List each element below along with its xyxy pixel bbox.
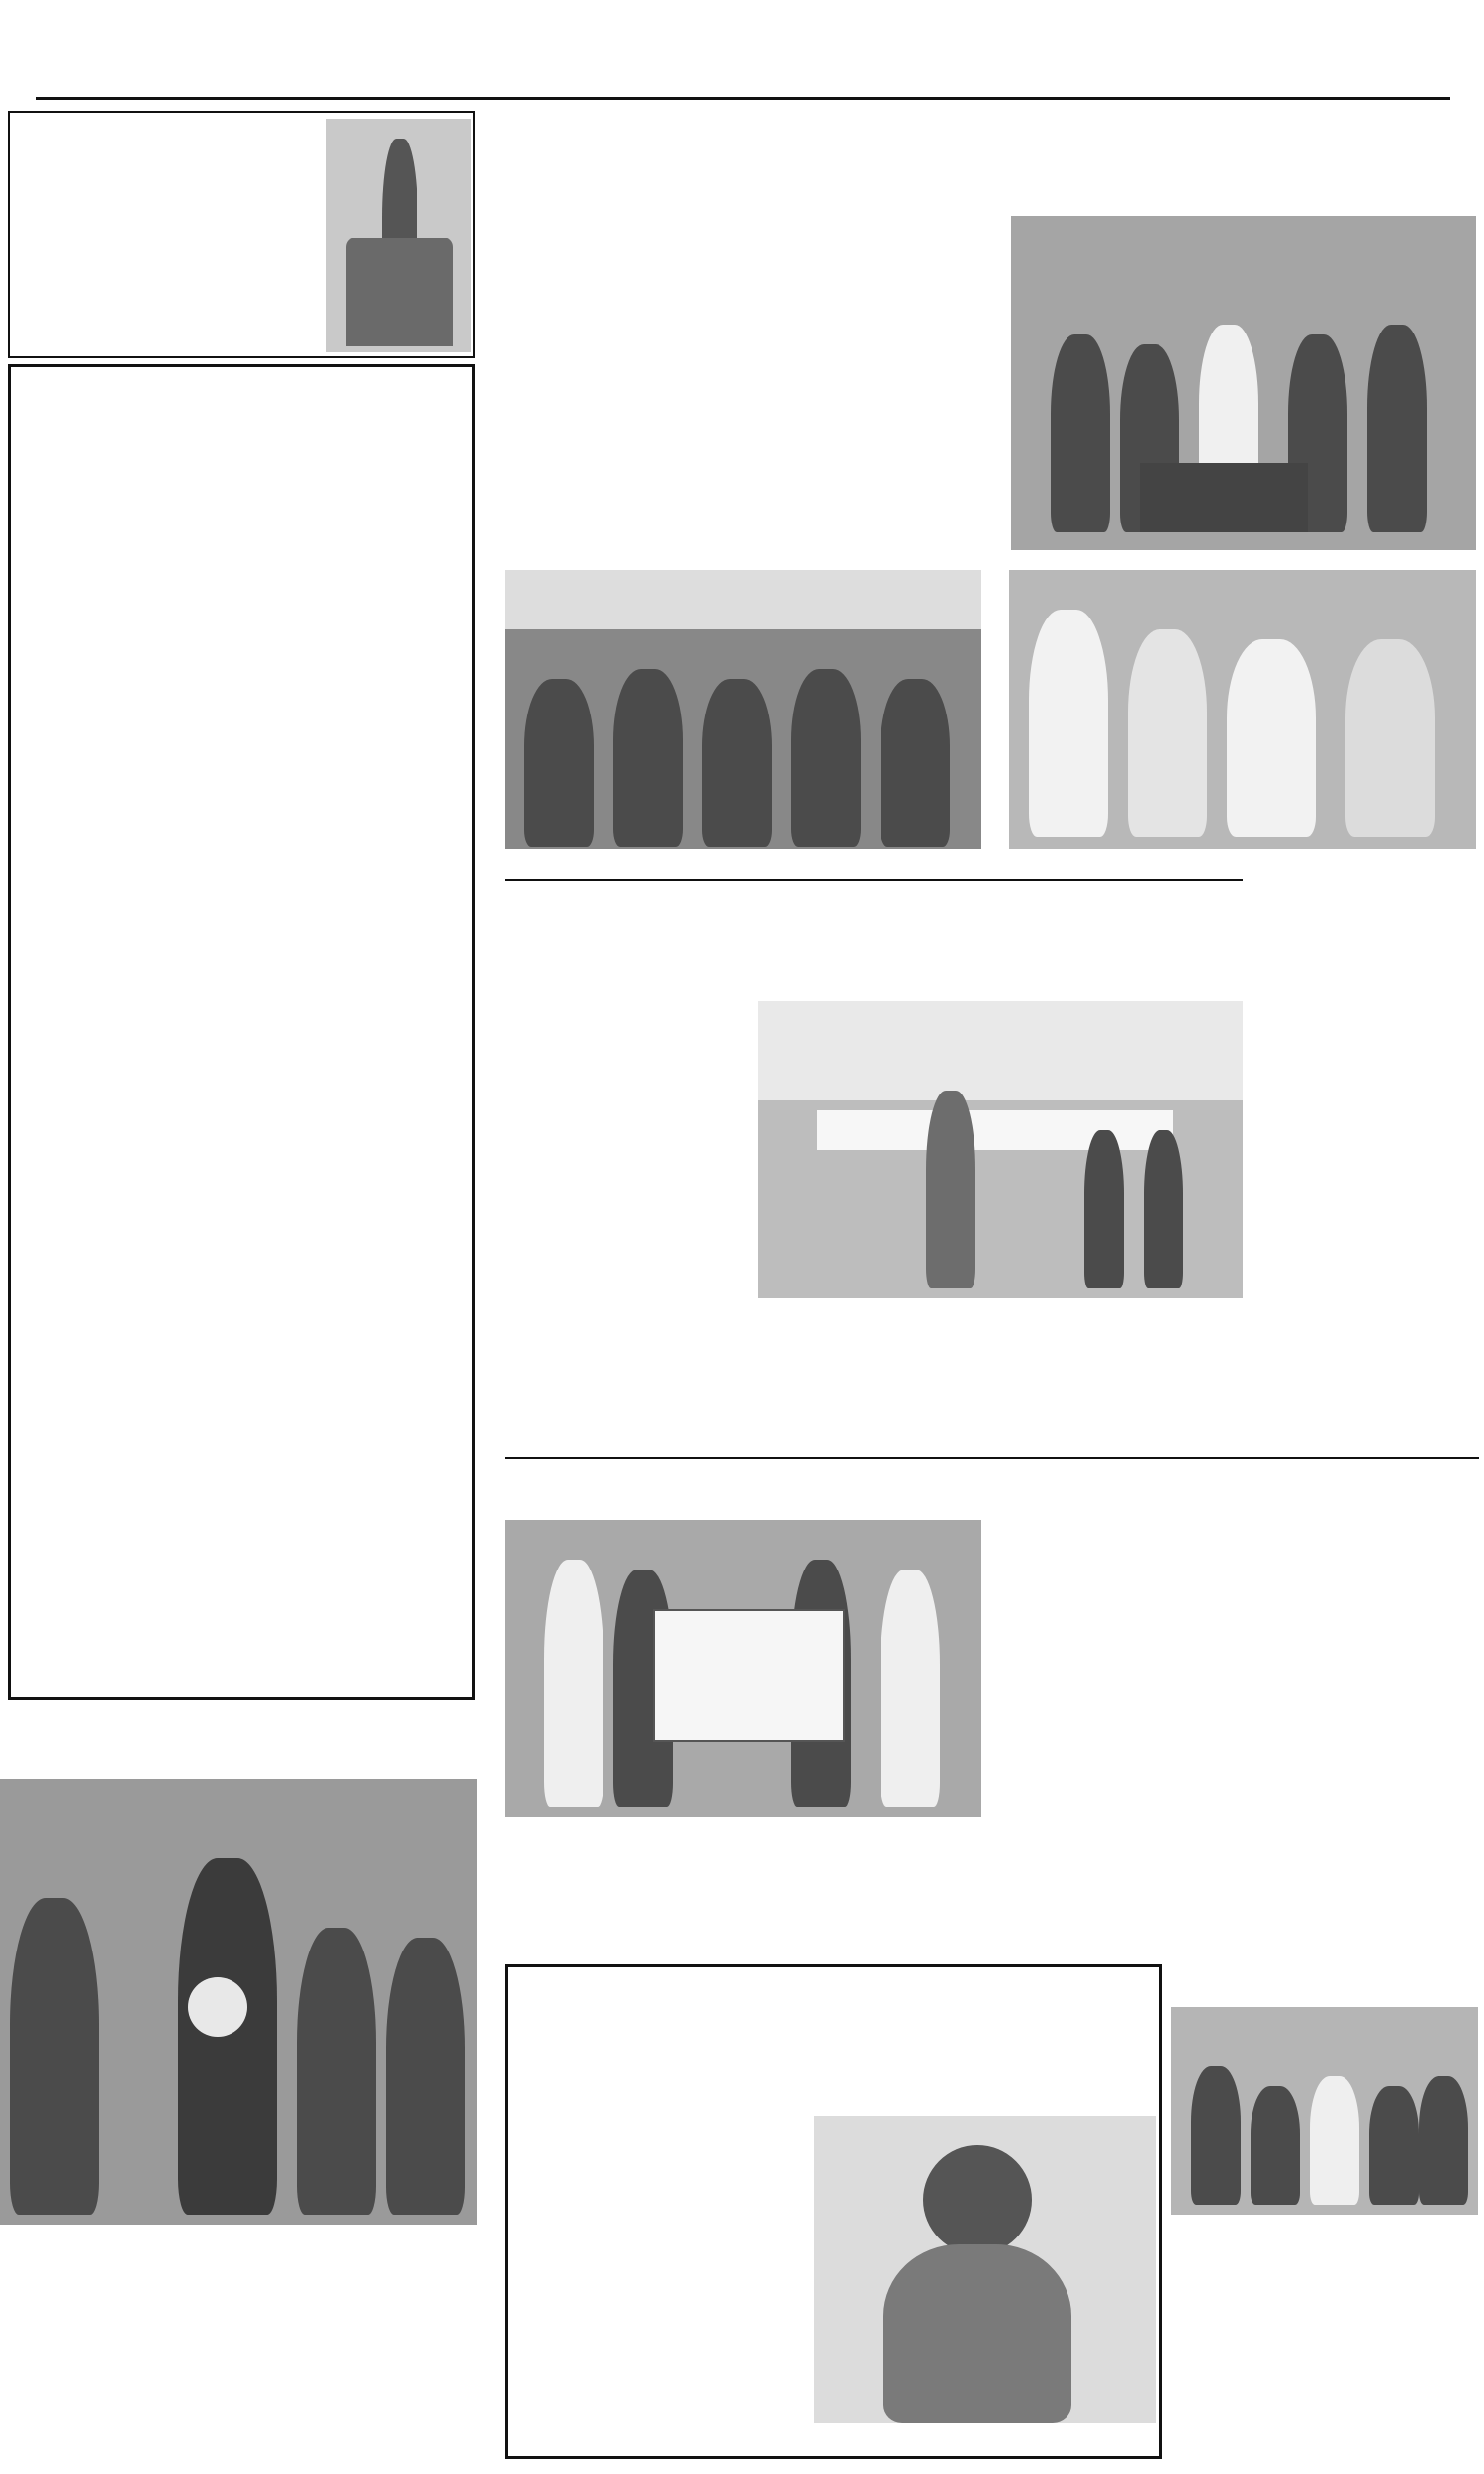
fax-photo [505, 1520, 981, 1817]
siddipet-district-body [505, 1827, 981, 1955]
yuvati-body-b [758, 1308, 1243, 1447]
story-5-body [17, 1125, 466, 1234]
story-6 [17, 1292, 466, 1447]
story-2 [17, 615, 466, 719]
story-5 [17, 1119, 466, 1234]
guruswami-body-a [4, 2261, 232, 2459]
gathering-photo [505, 570, 981, 849]
yuvati-rule [505, 879, 1243, 881]
prayer-photo [1171, 2007, 1478, 2215]
main-photo-church [1011, 216, 1476, 550]
story-3-body [17, 774, 466, 903]
voters-body [1258, 1001, 1476, 1447]
left-news-box [8, 364, 475, 1700]
rally-photo [758, 1001, 1243, 1298]
story-3 [17, 768, 466, 903]
farmers-body-a [513, 2066, 810, 2452]
main-body-a [505, 203, 748, 559]
story-6-body [17, 1298, 466, 1447]
yuvati-body-a [505, 1029, 742, 1445]
medak-mast [8, 111, 475, 358]
story-1-body [17, 397, 466, 595]
guruswami-photo [0, 1779, 477, 2225]
church-photo [326, 119, 471, 352]
story-1 [17, 387, 466, 595]
story-4 [17, 961, 466, 1056]
mid-rule [505, 1457, 1479, 1459]
header-rule [36, 97, 1450, 100]
guruswami-body-b [247, 2261, 477, 2459]
story-7 [17, 1505, 466, 1630]
main-body-b [758, 203, 995, 559]
story-7-body [17, 1511, 466, 1630]
rojee-body [1171, 2225, 1478, 2462]
shrama-body-b [1243, 1534, 1476, 1930]
farmer-photo [814, 2116, 1156, 2423]
seated-guests-photo [1009, 570, 1476, 849]
story-2-body [17, 620, 466, 719]
story-4-body [17, 967, 466, 1056]
shrama-body-a [999, 1534, 1233, 1930]
farmers-box [505, 1964, 1162, 2459]
